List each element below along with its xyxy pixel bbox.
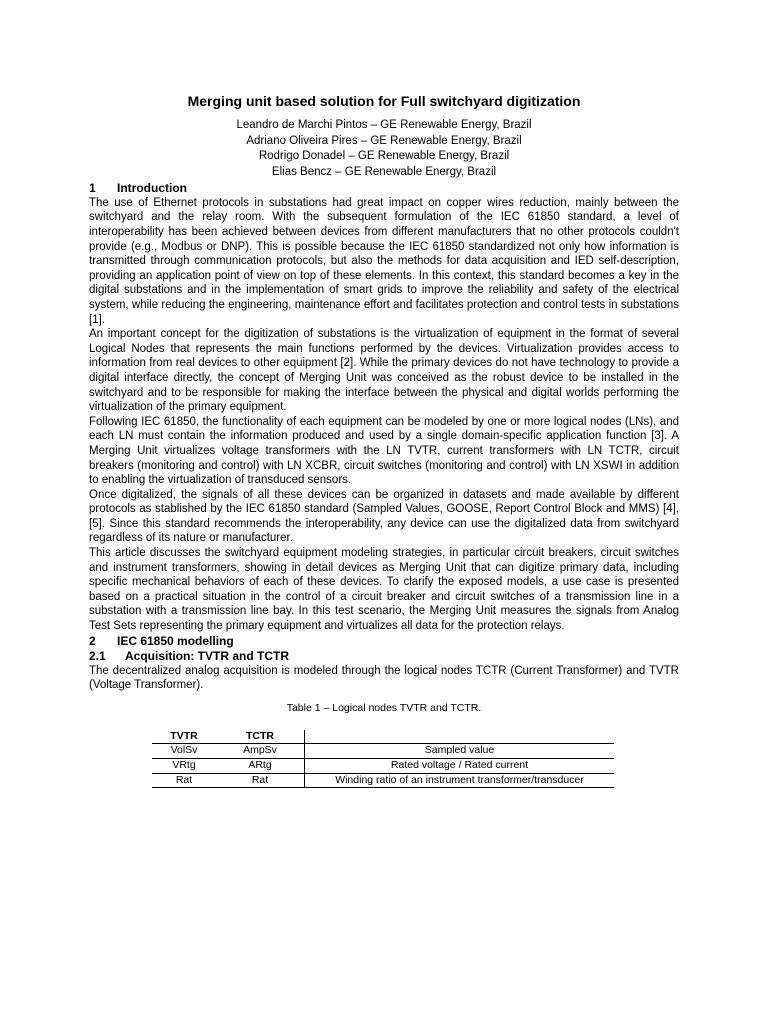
author-line: Elias Bencz – GE Renewable Energy, Brazil [271, 166, 497, 179]
table-header-cell [305, 730, 615, 744]
author-line: Leandro de Marchi Pintos – GE Renewable Energy, Brazil [236, 119, 532, 131]
logical-nodes-table [152, 730, 614, 788]
table-cell: Rated voltage / Rated current [305, 759, 615, 774]
subsection-heading-acquisition [89, 649, 679, 664]
body-paragraph: An important concept for the digitization of substations is the virtualization of equipment in the format of several Logical Nodes that represents the main functions performed by the devices. Virtualization provides access to information from real devices to other equipment [2]. While the primary devices do not have technology to provide a digital interface directly, the concept of Merging Unit was conceived as the robust device to be installed in the switchyard and to be responsible for making the interface between the physical and digital worlds performing the virtualization of the primary equipment. [89, 328, 679, 414]
author-line: Rodrigo Donadel – GE Renewable Energy, Brazil [258, 150, 510, 163]
section-title: Introduction [117, 180, 187, 195]
paper-title: Merging unit based solution for Full switchyard digitization [187, 93, 581, 109]
body-paragraph: Once digitalized, the signals of all these devices can be organized in datasets and made available by different protocols as stablished by the IEC 61850 standard (Sampled Values, GOOSE, Report Control Block and MMS) [4], [5]. Since this standard recommends the interoperability, any device can use the digitalized data from switchyard regardless of its nature or manufacturer. [89, 488, 679, 545]
table-header-cell: TVTR [152, 730, 216, 744]
table-row [152, 759, 614, 774]
table-cell: Rat [152, 773, 216, 788]
section-title: IEC 61850 modelling [117, 633, 234, 648]
table-row [152, 773, 614, 788]
body-paragraph: Following IEC 61850, the functionality of each equipment can be modeled by one or more logical nodes (LNs), and each LN must contain the information produced and used by a single domain-specific application function [3]. A Merging Unit virtualizes voltage transformers with the LN TVTR, current transformers with LN TCTR, circuit breakers (monitoring and control) with LN XCBR, circuit switches (monitoring and control) with LN XSWI in addition to enabling the virtualization of transduced sensors. [89, 415, 679, 487]
table-cell: Sampled value [305, 744, 615, 759]
section-title: Acquisition: TVTR and TCTR [125, 648, 289, 663]
body-paragraph: This article discusses the switchyard equipment modeling strategies, in particular circuit breakers, circuit switches and instrument transformers, showing in detail devices as Merging Unit that can digitize primary data, including specific mechanical behaviors of each of these devices. To clarify the exposed models, a use case is presented based on a practical situation in the control of a circuit breaker and circuit switches of a transmission line in a substation with a transmission line bay. In this test scenario, the Merging Unit measures the signals from Analog Test Sets representing the primary equipment and virtualizes all data for the protection relays. [89, 547, 679, 633]
table-cell: Rat [216, 773, 305, 788]
body-paragraph: The use of Ethernet protocols in substations had great impact on copper wires reduction, mainly between the switchyard and the relay room. With the subsequent formulation of the IEC 61850 standard, a level of interoperability has been achieved between devices from different manufacturers that no other protocols couldn't provide (e.g., Modbus or DNP). This is possible because the IEC 61850 standardized not only how information is transmitted through communication protocols, but also the methods for data acquisition and IED self-description, providing an application point of view on top of these elements. In this context, this standard becomes a key in the digital substations and in the implementation of smart grids to improve the reliability and safety of the electrical system, while reducing the engineering, maintenance effort and facilitates protection and control tests in substations [1]. [89, 196, 679, 326]
section-heading-modelling [89, 634, 679, 649]
table-cell: VRtg [152, 759, 216, 774]
table-cell: VolSv [152, 744, 216, 759]
table-caption: Table 1 – Logical nodes TVTR and TCTR. [286, 701, 482, 714]
author-list [89, 118, 679, 181]
table-cell: Winding ratio of an instrument transformer/transducer [305, 773, 615, 788]
table-cell: ARtg [216, 759, 305, 774]
table-header-row [152, 730, 614, 744]
section-heading-introduction [89, 181, 679, 196]
body-paragraph: The decentralized analog acquisition is modeled through the logical nodes TCTR (Current Transformer) and TVTR (Voltage Transformer). [89, 664, 679, 692]
table-row [152, 744, 614, 759]
section-number: 1 [89, 180, 96, 195]
section-number: 2 [89, 633, 96, 648]
table-cell: AmpSv [216, 744, 305, 759]
table-header-cell: TCTR [216, 730, 305, 744]
section-number: 2.1 [89, 648, 106, 663]
author-line: Adriano Oliveira Pires – GE Renewable Energy, Brazil [246, 134, 522, 147]
